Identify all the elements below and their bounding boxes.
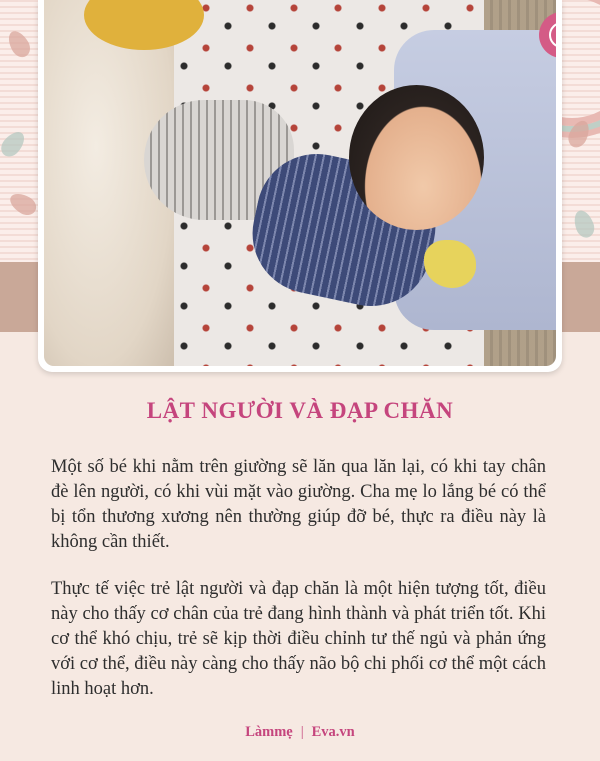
section-heading: LẬT NGƯỜI VÀ ĐẠP CHĂN: [146, 398, 454, 423]
baby-sleeping-photo: [44, 0, 556, 366]
photo-card: [38, 0, 562, 372]
baby-head: [349, 85, 484, 230]
footer-separator: |: [300, 724, 304, 740]
source-eva: Eva.vn: [311, 724, 355, 740]
source-lamme: Làmmẹ: [245, 724, 293, 740]
source-footer: [0, 724, 600, 741]
paragraph-2: Thực tế việc trẻ lật người và đạp chăn là một hiện tượng tốt, điều này cho thấy cơ chân của trẻ đang hình thành và phát triển tốt. Khi cơ thể khó chịu, trẻ sẽ kịp thời điều chỉnh tư thế ngủ và phản ứng với cơ thể, điều này càng cho thấy não bộ chi phối cơ thể một cách linh hoạt hơn.: [51, 579, 546, 699]
paragraph-1: Một số bé khi nằm trên giường sẽ lăn qua lăn lại, có khi tay chân đè lên người, có khi vùi mặt vào giường. Cha mẹ lo lắng bé có thể bị tổn thương xương nên thường giúp đỡ bé, thực ra điều này là không cần thiết.: [51, 457, 546, 552]
